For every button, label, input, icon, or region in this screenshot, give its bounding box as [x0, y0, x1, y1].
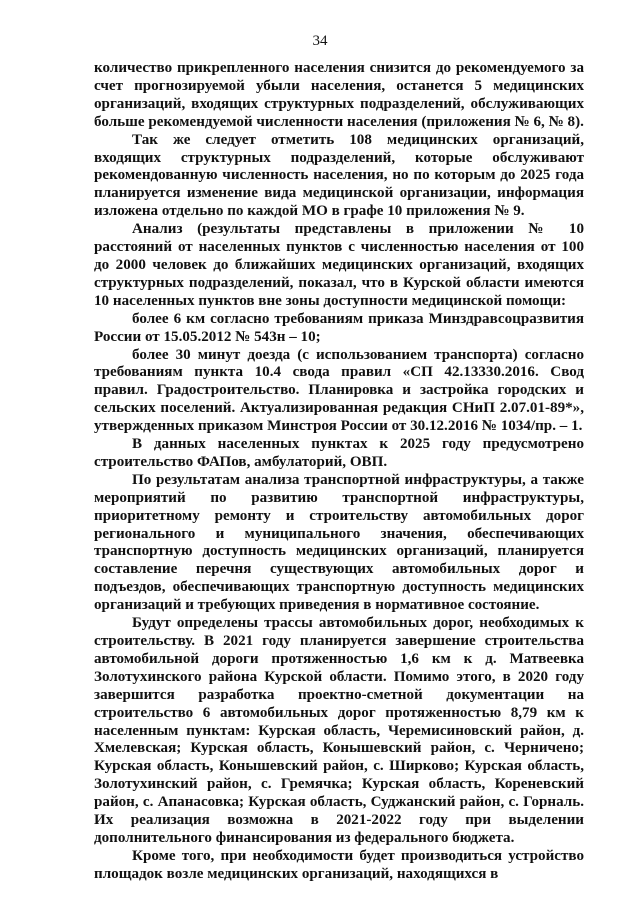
paragraph-criterion-distance: более 6 км согласно требованиям приказа Минздравсоцразвития России от 15.05.2012 № 543н – 10;	[94, 310, 584, 345]
paragraph-construction-plan: В данных населенных пунктах к 2025 году предусмотрено строительство ФАПов, амбулаторий, ОВП.	[94, 436, 584, 470]
page-number: 34	[312, 33, 328, 49]
document-body	[94, 60, 584, 884]
paragraph-criterion-time: более 30 минут доезда (с использованием транспорта) согласно требованиям пункта 10.4 свода правил «СП 42.13330.2016. Свод правил. Градостроительство. Планировка и застройка городских и сельских поселений. Актуализированная редакция СНиП 2.07.01-89*», утвержденных приказом Минстроя России от 30.12.2016 № 1034/пр. – 1.	[94, 346, 584, 435]
paragraph-parking-areas: Кроме того, при необходимости будет производиться устройство площадок возле медицинских организаций, находящихся в	[94, 847, 584, 882]
paragraph-transport-analysis: По результатам анализа транспортной инфраструктуры, а также мероприятий по развитию транспортной инфраструктуры, приоритетному ремонту и строительству автомобильных дорог регионального и муниципального значения, обеспечивающих транспортную доступность медицинских организаций, планируется составление перечня существующих автомобильных дорог и подъездов, обеспечивающих транспортную доступность медицинских организаций и требующих приведения в нормативное состояние.	[94, 471, 584, 614]
paragraph-continuation: количество прикрепленного населения снизится до рекомендуемого за счет прогнозируемой убыли населения, останется 5 медицинских организаций, входящих структурных подразделений, обслуживающих больше рекомендуемой численности населения (приложения № 6, № 8).	[94, 60, 584, 130]
paragraph-road-construction: Будут определены трассы автомобильных дорог, необходимых к строительству. В 2021 году планируется завершение строительства автомобильной дороги протяженностью 1,6 км к д. Матвеевка Золотухинского района Курской области. Помимо этого, в 2020 году завершится разработка проектно-сметной документации на строительство 6 автомобильных дорог протяженностью 8,79 км к населенным пунктам: Курская область, Черемисиновский район, д. Хмелевская; Курская область, Конышевский район, с. Черничено; Курская область, Конышевский район, с. Ширково; Курская область, Золотухинский район, с. Гремячка; Курская область, Кореневский район, с. Апанасовка; Курская область, Суджанский район, с. Горналь. Их реализация возможна в 2021-2022 году при выделении дополнительного финансирования из федерального бюджета.	[94, 615, 584, 846]
paragraph-analysis: Анализ (результаты представлены в приложении № 10 расстояний от населенных пунктов с численностью населения от 100 до 2000 человек до ближайших медицинских организаций, входящих структурных подразделений, показал, что в Курской области имеются 10 населенных пунктов вне зоны доступности медицинской помощи:	[94, 221, 584, 309]
paragraph-reorganization: Так же следует отметить 108 медицинских организаций, входящих структурных подразделений, которые обслуживают рекомендованную численность населения, но по которым до 2025 года планируется изменение вида медицинской организации, информация изложена отдельно по каждой МО в графе 10 приложения № 9.	[94, 131, 584, 220]
